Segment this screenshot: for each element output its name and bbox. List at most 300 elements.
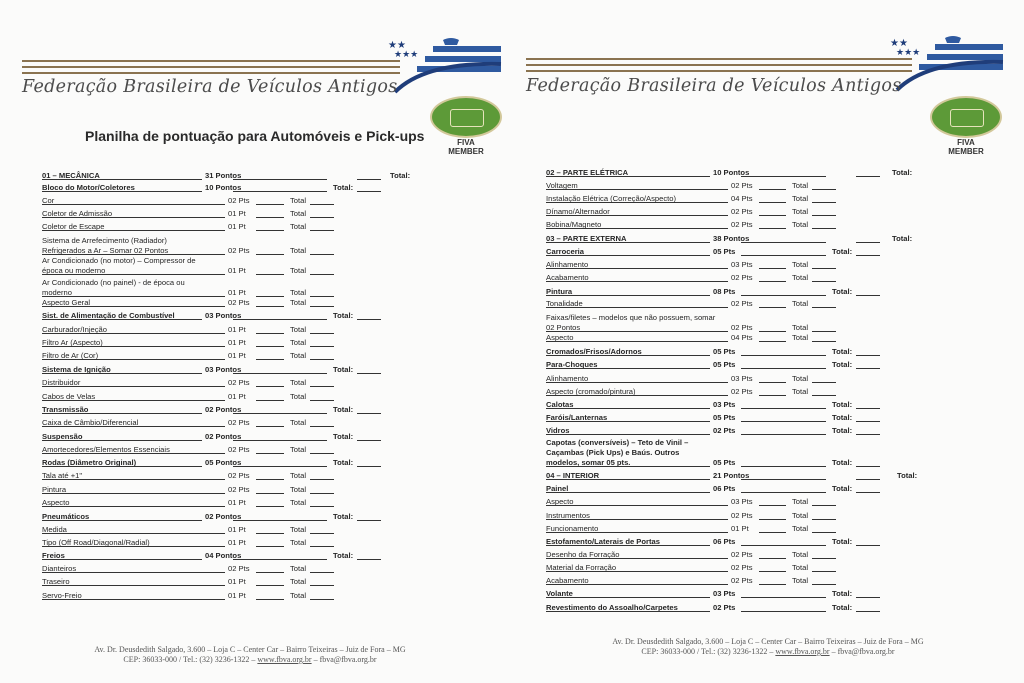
total-input-blank[interactable] [812,268,836,269]
total-input-blank[interactable] [310,585,334,586]
item-label: Dianteiros [42,564,77,573]
section-heading: Suspensão [42,432,83,441]
label-underline [546,281,728,282]
points-underline [233,440,327,441]
label-underline [546,202,728,203]
points-underline [741,295,826,296]
total-label: Total: [333,311,354,320]
points-value: 02 Pts [731,576,753,585]
points-underline [741,434,826,435]
points-value: 08 Pts [713,287,736,296]
points-underline [256,585,284,586]
points-value: 05 Pts [713,458,736,467]
total-input-blank[interactable] [357,413,381,414]
section-heading: Faróis/Lanternas [546,413,608,422]
right-sheet [512,0,1024,683]
points-value: 02 Pts [731,299,753,308]
item-label: Filtro de Ar (Cor) [42,351,99,360]
total-input-blank[interactable] [856,434,880,435]
email-link[interactable]: fbva@fbva.org.br [837,647,895,656]
section-heading: Carroceria [546,247,584,256]
item-label: Aspecto Geral [42,298,91,307]
total-input-blank[interactable] [856,421,880,422]
item-label: Refrigerados a Ar – Somar 02 Pontos [42,246,169,255]
total-input-blank[interactable] [310,217,334,218]
label-underline [42,254,225,255]
points-underline [741,492,826,493]
total-input-blank[interactable] [310,426,334,427]
antique-car-icon [450,109,484,127]
points-underline [256,274,284,275]
label-underline [42,217,225,218]
total-label: Total [290,471,307,480]
section-heading: Pintura [546,287,573,296]
total-input-blank[interactable] [357,319,381,320]
total-input-blank[interactable] [310,274,334,275]
points-underline [256,296,284,297]
item-label: Bobina/Magneto [546,220,602,229]
points-underline [759,307,786,308]
total-label: Total [290,538,307,547]
item-label: Instalação Elétrica (Correção/Aspecto) [546,194,676,203]
points-underline [256,599,284,600]
points-underline [233,466,327,467]
total-input-blank[interactable] [856,295,880,296]
label-underline [42,333,225,334]
item-label: Cabos de Velas [42,392,96,401]
points-underline [741,255,826,256]
points-underline [233,191,327,192]
total-input-blank[interactable] [856,611,880,612]
fiva-label: FIVA [957,138,975,147]
label-underline [42,466,202,467]
total-input-blank[interactable] [812,331,836,332]
points-value: 02 Pts [228,564,250,573]
points-value: 10 Pontos [713,168,750,177]
section-heading: 04 – INTERIOR [546,471,600,480]
item-label: Traseiro [42,577,70,586]
label-underline [546,295,710,296]
points-underline [741,545,826,546]
total-input-blank[interactable] [310,359,334,360]
total-label: Total [792,576,809,585]
total-input-blank[interactable] [357,440,381,441]
total-input-blank[interactable] [856,597,880,598]
label-underline [546,395,728,396]
total-input-blank[interactable] [812,382,836,383]
points-underline [256,493,284,494]
fbva-flag-logo [385,36,503,94]
website-link[interactable]: www.fbva.org.br [775,647,830,656]
points-value: 02 Pts [731,323,753,332]
label-underline [546,597,710,598]
item-label: Ar Condicionado (no motor) – Compressor de [42,256,196,265]
section-heading: Cromados/Frisos/Adornos [546,347,642,356]
total-input-blank[interactable] [812,505,836,506]
total-label: Total [792,207,809,216]
points-value: 01 Pt [228,525,246,534]
total-label: Total [290,196,307,205]
points-value: 02 Pts [228,196,250,205]
label-underline [42,204,225,205]
label-underline [546,341,728,342]
total-input-blank[interactable] [310,599,334,600]
section-heading: Caçambas (Pick Ups) e Baús. Outros [546,448,680,457]
total-input-blank[interactable] [856,479,880,480]
svg-text:★★★: ★★★ [896,47,921,57]
total-input-blank[interactable] [310,204,334,205]
label-underline [546,215,728,216]
points-underline [759,228,786,229]
points-underline [759,268,786,269]
total-input-blank[interactable] [310,230,334,231]
label-underline [42,479,225,480]
section-heading: Revestimento do Assoalho/Carpetes [546,603,678,612]
total-input-blank[interactable] [856,492,880,493]
total-label: Total [290,591,307,600]
total-input-blank[interactable] [812,395,836,396]
section-heading: Calotas [546,400,574,409]
section-heading: Vidros [546,426,570,435]
points-value: 01 Pt [731,524,749,533]
points-value: 01 Pt [228,209,246,218]
total-input-blank[interactable] [856,176,880,177]
label-underline [42,520,202,521]
website-link[interactable]: www.fbva.org.br [257,655,312,664]
label-underline [546,355,710,356]
points-underline [256,204,284,205]
sheet-title: Planilha de pontuação para Automóveis e Pick-ups [85,128,425,144]
total-input-blank[interactable] [310,533,334,534]
total-label: Total [290,577,307,586]
points-value: 10 Pontos [205,183,242,192]
points-underline [233,373,327,374]
svg-text:★★★: ★★★ [394,49,419,59]
total-input-blank[interactable] [310,296,334,297]
total-input-blank[interactable] [310,386,334,387]
item-label: Aspecto [546,333,574,342]
points-underline [233,559,327,560]
total-input-blank[interactable] [357,373,381,374]
total-label: Total [792,220,809,229]
points-underline [759,202,786,203]
points-value: 04 Pontos [205,551,242,560]
total-input-blank[interactable] [812,532,836,533]
total-label: Total [290,325,307,334]
total-input-blank[interactable] [357,466,381,467]
footer-address [0,645,506,665]
total-input-blank[interactable] [310,400,334,401]
item-label: época ou moderno [42,266,106,275]
total-input-blank[interactable] [812,189,836,190]
total-input-blank[interactable] [357,179,381,180]
points-underline [741,479,826,480]
total-label: Total [792,181,809,190]
label-underline [42,319,202,320]
total-label: Total [290,338,307,347]
points-value: 06 Pts [713,537,736,546]
total-input-blank[interactable] [812,341,836,342]
section-heading: Volante [546,589,573,598]
label-underline [42,559,202,560]
org-name: Federação Brasileira de Veículos Antigos [22,77,398,97]
total-input-blank[interactable] [310,453,334,454]
total-label: Total [290,392,307,401]
section-heading: Estofamento/Laterais de Portas [546,537,660,546]
item-label: 02 Pontos [546,323,581,332]
total-label: Total: [333,183,354,192]
points-underline [256,217,284,218]
points-underline [256,506,284,507]
footer-line2: CEP: 36033-000 / Tel.: (32) 3236-1322 – www.fbva.org.br – fbva@fbva.org.br [123,655,377,664]
section-heading: Freios [42,551,65,560]
total-input-blank[interactable] [812,558,836,559]
points-value: 03 Pts [713,589,736,598]
total-label: Total: [832,537,853,546]
total-input-blank[interactable] [812,215,836,216]
label-underline [42,274,225,275]
item-label: Faixas/filetes – modelos que não possuem, somar [546,313,716,322]
total-label: Total [792,374,809,383]
item-label: Dínamo/Alternador [546,207,610,216]
header-stripe [526,58,912,60]
total-input-blank[interactable] [856,255,880,256]
total-input-blank[interactable] [812,228,836,229]
total-input-blank[interactable] [310,346,334,347]
label-underline [42,413,202,414]
item-label: Distribuidor [42,378,81,387]
points-underline [759,584,786,585]
points-value: 02 Pts [731,511,753,520]
svg-text:★★: ★★ [890,38,908,49]
points-underline [759,571,786,572]
total-input-blank[interactable] [856,466,880,467]
total-input-blank[interactable] [856,408,880,409]
footer-line2: CEP: 36033-000 / Tel.: (32) 3236-1322 – www.fbva.org.br – fbva@fbva.org.br [641,647,895,656]
footer-line1: Av. Dr. Deusdedith Salgado, 3.600 – Loja C – Center Car – Bairro Teixeiras – Juiz de Fora – MG [612,637,924,646]
label-underline [546,505,728,506]
total-label: Total: [897,471,918,480]
total-input-blank[interactable] [812,202,836,203]
total-input-blank[interactable] [310,572,334,573]
label-underline [42,506,225,507]
points-value: 05 Pts [713,360,736,369]
header-stripe [22,66,400,68]
total-label: Total: [832,287,853,296]
points-value: 03 Pts [731,497,753,506]
points-underline [759,558,786,559]
points-underline [741,355,826,356]
total-label: Total: [832,426,853,435]
total-label: Total [290,298,307,307]
fbva-flag-logo [887,34,1005,92]
points-underline [256,346,284,347]
points-underline [759,532,786,533]
points-underline [256,400,284,401]
section-heading: Bloco do Motor/Coletores [42,183,135,192]
item-label: Funcionamento [546,524,599,533]
points-underline [256,333,284,334]
email-link[interactable]: fbva@fbva.org.br [319,655,377,664]
label-underline [42,400,225,401]
total-input-blank[interactable] [357,559,381,560]
label-underline [546,255,710,256]
total-label: Total [792,550,809,559]
total-label: Total [792,273,809,282]
points-underline [741,597,826,598]
item-label: Coletor de Admissão [42,209,113,218]
total-label: Total: [390,171,411,180]
points-value: 31 Pontos [205,171,242,180]
points-value: 02 Pts [713,603,736,612]
section-heading: 03 – PARTE EXTERNA [546,234,627,243]
points-value: 01 Pt [228,498,246,507]
section-heading: 02 – PARTE ELÉTRICA [546,168,629,177]
points-value: 02 Pontos [205,432,242,441]
member-label: MEMBER [948,147,984,156]
item-label: Acabamento [546,273,589,282]
fiva-member-badge [430,96,502,156]
points-value: 02 Pts [228,471,250,480]
label-underline [546,421,710,422]
points-value: 02 Pts [731,563,753,572]
points-value: 38 Pontos [713,234,750,243]
points-value: 02 Pts [731,181,753,190]
points-value: 05 Pts [713,247,736,256]
item-label: Material da Forração [546,563,617,572]
section-heading: Pneumáticos [42,512,90,521]
points-underline [233,179,327,180]
points-value: 02 Pts [228,298,250,307]
points-value: 03 Pts [713,400,736,409]
total-input-blank[interactable] [310,333,334,334]
total-label: Total: [892,234,913,243]
member-label: MEMBER [448,147,484,156]
label-underline [546,492,710,493]
points-value: 02 Pontos [205,512,242,521]
label-underline [546,545,710,546]
item-label: Coletor de Escape [42,222,105,231]
org-name: Federação Brasileira de Veículos Antigos [526,76,902,96]
total-input-blank[interactable] [812,519,836,520]
points-value: 01 Pt [228,222,246,231]
points-underline [741,242,826,243]
label-underline [546,331,728,332]
points-underline [256,254,284,255]
points-value: 02 Pts [731,207,753,216]
total-input-blank[interactable] [812,584,836,585]
antique-car-icon [950,109,984,127]
points-value: 01 Pt [228,351,246,360]
total-input-blank[interactable] [357,191,381,192]
total-input-blank[interactable] [812,281,836,282]
fiva-emblem [430,96,502,138]
label-underline [42,599,225,600]
points-value: 01 Pt [228,266,246,275]
fiva-label: FIVA [457,138,475,147]
item-label: Alinhamento [546,260,589,269]
total-input-blank[interactable] [856,355,880,356]
points-underline [759,331,786,332]
points-underline [759,505,786,506]
total-label: Total: [832,347,853,356]
total-label: Total: [832,400,853,409]
points-value: 02 Pontos [205,405,242,414]
label-underline [546,532,728,533]
total-label: Total [792,387,809,396]
item-label: Desenho da Forração [546,550,620,559]
total-label: Total [290,378,307,387]
total-input-blank[interactable] [856,368,880,369]
label-underline [546,242,710,243]
total-input-blank[interactable] [310,546,334,547]
total-input-blank[interactable] [310,493,334,494]
points-underline [256,546,284,547]
points-underline [759,382,786,383]
fiva-member-badge [930,96,1002,156]
points-underline [759,189,786,190]
fiva-emblem [930,96,1002,138]
item-label: Caixa de Câmbio/Diferencial [42,418,139,427]
item-label: Aspecto [42,498,70,507]
points-value: 02 Pts [228,378,250,387]
total-input-blank[interactable] [357,520,381,521]
item-label: Tonalidade [546,299,583,308]
total-label: Total: [892,168,913,177]
total-label: Total [290,418,307,427]
total-input-blank[interactable] [310,506,334,507]
total-label: Total: [333,551,354,560]
points-value: 02 Pts [731,220,753,229]
points-underline [741,368,826,369]
points-underline [759,215,786,216]
total-input-blank[interactable] [310,254,334,255]
total-input-blank[interactable] [856,242,880,243]
total-label: Total: [832,360,853,369]
section-heading: Transmissão [42,405,89,414]
item-label: Tipo (Off Road/Diagonal/Radial) [42,538,150,547]
total-input-blank[interactable] [856,545,880,546]
item-label: Carburador/Injeção [42,325,108,334]
points-underline [233,319,327,320]
total-input-blank[interactable] [812,571,836,572]
points-underline [759,395,786,396]
total-input-blank[interactable] [310,306,334,307]
points-value: 05 Pts [713,347,736,356]
header-stripe [22,60,400,62]
item-label: Aspecto (cromado/pintura) [546,387,636,396]
total-input-blank[interactable] [310,479,334,480]
item-label: Aspecto [546,497,574,506]
total-input-blank[interactable] [812,307,836,308]
total-label: Total: [832,413,853,422]
total-label: Total [290,266,307,275]
total-label: Total [792,511,809,520]
points-underline [741,611,826,612]
points-value: 05 Pontos [205,458,242,467]
label-underline [42,296,225,297]
total-label: Total: [832,589,853,598]
total-label: Total [290,485,307,494]
points-value: 02 Pts [731,550,753,559]
points-underline [233,413,327,414]
points-underline [256,230,284,231]
section-heading: modelos, somar 05 pts. [546,458,631,467]
label-underline [42,493,225,494]
total-label: Total: [333,512,354,521]
item-label: Amortecedores/Elementos Essenciais [42,445,170,454]
label-underline [42,426,225,427]
